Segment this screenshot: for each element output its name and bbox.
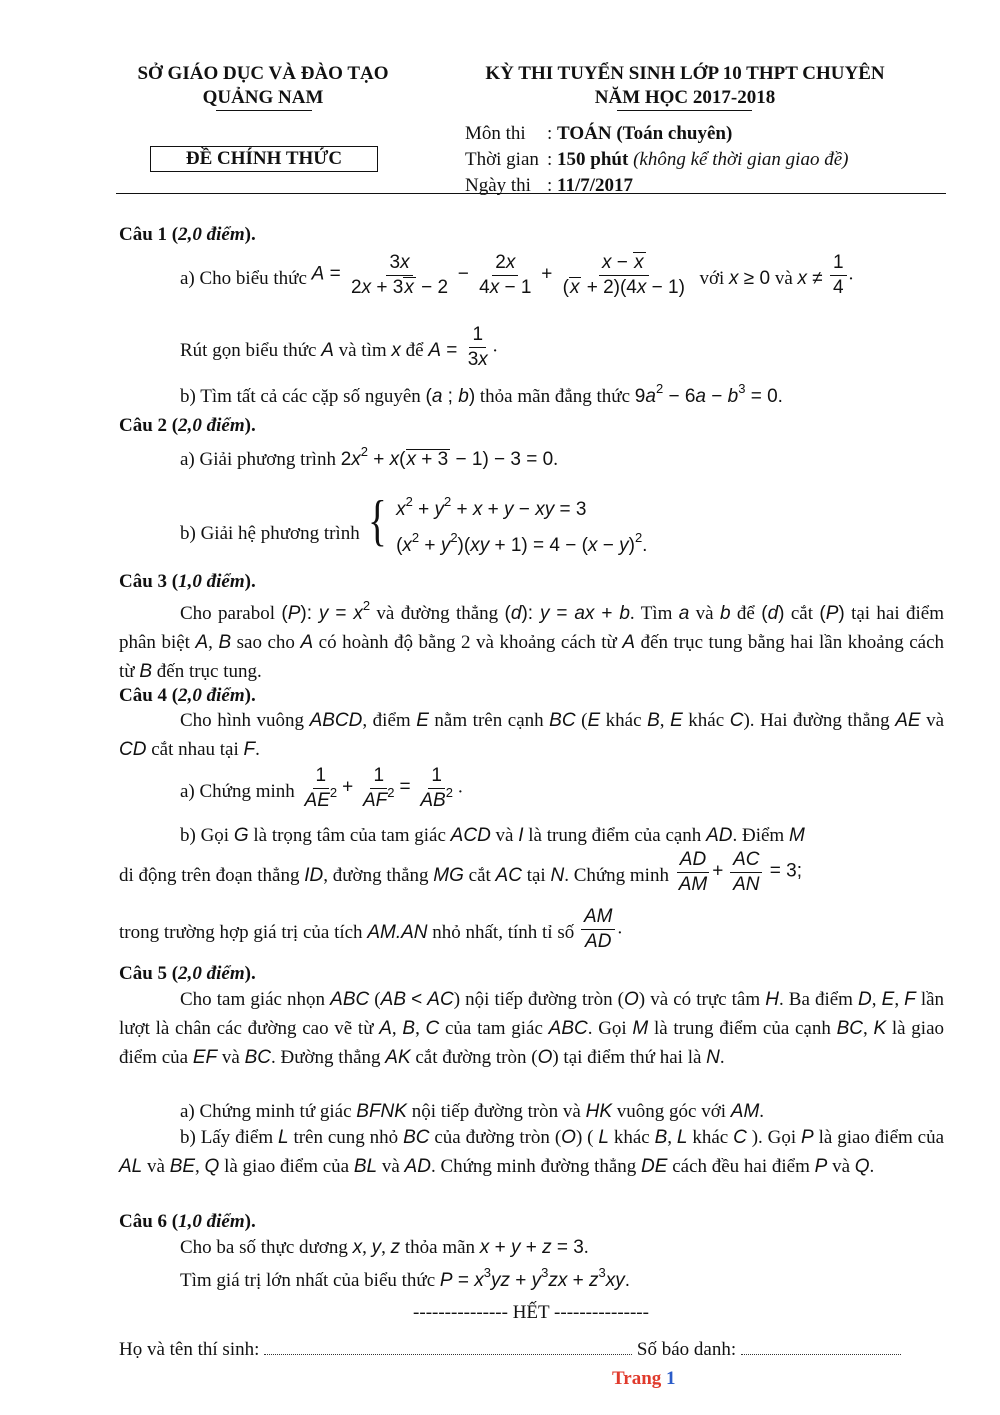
subject-row: Môn thi : TOÁN (Toán chuyên)	[465, 121, 848, 147]
q1-heading: Câu 1 (2,0 điểm).	[119, 224, 256, 245]
exam-line-2: NĂM HỌC 2017-2018	[594, 87, 776, 108]
date-label: Ngày thi	[465, 175, 531, 196]
exam-line-1: KỲ THI TUYỂN SINH LỚP 10 THPT CHUYÊN	[485, 63, 885, 84]
candidate-id-field[interactable]	[741, 1342, 901, 1355]
end-marker: --------------- HẾT ---------------	[413, 1302, 649, 1323]
time-note: (không kể thời gian giao đề)	[633, 149, 849, 170]
q1a-text: a) Cho biểu thức A = $\frac{3x}{2x + 3x - 2}$ − $\frac{2x}{4x - 1}$ + $\frac{x - x}{(x + 2)(4x - 1)}$ với x ≥ 0 và x ≠ $\frac{1}{4}$ .	[180, 252, 854, 298]
q4-body: Cho hình vuông ABCD, điểm E nằm trên cạnh BC (E khác B, E khác C). Hai đường thẳng AE và CD cắt nhau tại F.	[119, 710, 945, 760]
q5-body: Cho tam giác nhọn ABC (AB < AC) nội tiếp đường tròn (O) và có trực tâm H. Ba điểm D, E, F lần lượt là chân các đường cao vẽ từ A, B, C của tam giác ABC. Gọi M là trung điểm của cạnh BC, K là giao điểm của EF và BC. Đường thẳng AK cắt đường tròn (O) tại điểm thứ hai là N.	[119, 989, 945, 1068]
q3-heading: Câu 3 (1,0 điểm).	[119, 571, 256, 592]
q4b-line2: di động trên đoạn thẳng ID, đường thẳng MG cắt AC tại N. Chứng minh $\frac{AD}{AM}$ + $\frac{AC}{AN}$ = 3;	[119, 849, 802, 895]
candidate-name-label: Họ và tên thí sinh:	[119, 1339, 260, 1360]
page-number-value: 1	[666, 1368, 676, 1389]
q5b-body: b) Lấy điểm L trên cung nhỏ BC của đường tròn (O) ( L khác B, L khác C ). Gọi P là giao điểm của AL và BE, Q là giao điểm của BL và AD. Chứng minh đường thẳng DE cách đều hai điểm P và Q.	[119, 1127, 945, 1177]
q1b-text: b) Tìm tất cả các cặp số nguyên (a ; b) thỏa mãn đẳng thức $9a^2 - 6a - b^3 = 0$.	[180, 381, 783, 407]
q6-task: Tìm giá trị lớn nhất của biểu thức $P = x^3yz + y^3zx + z^3xy$.	[180, 1265, 631, 1291]
subject-label: Môn thi	[465, 123, 526, 144]
time-value: 150 phút	[557, 149, 629, 170]
exam-info	[465, 121, 848, 199]
department-line-1: SỞ GIÁO DỤC VÀ ĐÀO TẠO	[137, 63, 389, 84]
date-row: Ngày thi : 11/7/2017	[465, 173, 848, 199]
candidate-id-label: Số báo danh:	[636, 1339, 737, 1360]
department-underline	[216, 110, 312, 111]
q1a-task: Rút gọn biểu thức A và tìm x để A = $\frac{1}{3x}$ .	[180, 324, 498, 370]
department-name	[118, 63, 408, 109]
date-value: 11/7/2017	[557, 175, 634, 196]
time-row: Thời gian : 150 phút (không kể thời gian giao đề)	[465, 147, 848, 173]
official-exam-box	[150, 146, 378, 172]
page-number	[612, 1368, 676, 1390]
exam-name	[450, 63, 920, 109]
q4b-body: b) Gọi G là trọng tâm của tam giác ACD và I là trung điểm của cạnh AD. Điểm M	[180, 825, 805, 846]
q4-heading: Câu 4 (2,0 điểm).	[119, 685, 256, 706]
q6-heading: Câu 6 (1,0 điểm).	[119, 1211, 256, 1232]
q2b-text: b) Giải hệ phương trình { $x^2 + y^2 + x + y$ − xy = 3 $(x^2 + y^2)(xy + 1) = 4 - (x - y)^2$.	[180, 490, 648, 556]
q2a-text: a) Giải phương trình $2x^2 + x(x + 3 - 1) - 3 = 0$.	[180, 444, 558, 470]
q4a-text: a) Chứng minh $\frac{1}{AE^2}$ + $\frac{1}{AF^2}$ = $\frac{1}{AB^2}$ .	[180, 765, 463, 811]
official-exam-label: ĐỀ CHÍNH THỨC	[185, 148, 343, 169]
header-divider	[116, 193, 946, 194]
department-line-2: QUẢNG NAM	[202, 87, 324, 108]
q4b-line3: trong trường hợp giá trị của tích AM.AN nhỏ nhất, tính tỉ số $\frac{AM}{AD}$ .	[119, 906, 623, 952]
q5a-text: a) Chứng minh tứ giác BFNK nội tiếp đường tròn và HK vuông góc với AM.	[180, 1101, 765, 1122]
q2-heading: Câu 2 (2,0 điểm).	[119, 415, 256, 436]
q5-heading: Câu 5 (2,0 điểm).	[119, 963, 256, 984]
q6-condition: Cho ba số thực dương x, y, z thỏa mãn x + y + z = 3.	[180, 1237, 589, 1258]
subject-value: TOÁN (Toán chuyên)	[557, 123, 733, 144]
exam-underline	[617, 110, 752, 111]
candidate-info	[119, 1339, 901, 1361]
time-label: Thời gian	[465, 149, 539, 170]
q3-body: Cho parabol (P): $y = x^2$ và đường thẳng (d): y = ax + b. Tìm a và b để (d) cắt (P) tại hai điểm phân biệt A, B sao cho A có hoành độ bằng 2 và khoảng cách từ A đến trục tung bằng hai lần khoảng cách từ B đến trục tung.	[119, 598, 945, 682]
page-word: Trang	[612, 1368, 662, 1389]
candidate-name-field[interactable]	[264, 1342, 632, 1355]
